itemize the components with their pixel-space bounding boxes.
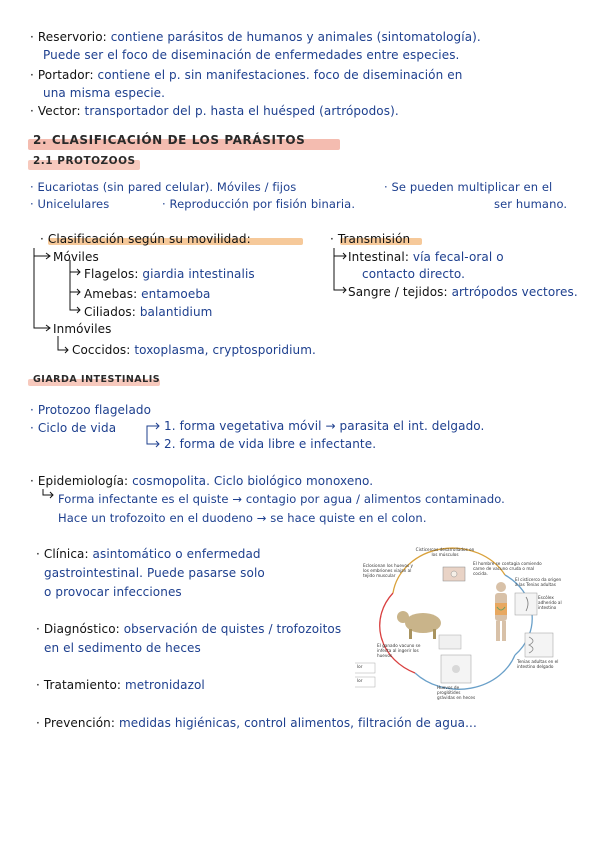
section-title: 2. CLASIFICACIÓN DE LOS PARÁSITOS [33, 133, 306, 147]
diag-line: · Diagnóstico: observación de quistes / trofozoitos [36, 622, 342, 636]
protozoos-line2c: ser humano. [494, 197, 568, 211]
flagelos-def: giardia intestinalis [142, 267, 255, 281]
life-cycle-diagram [355, 545, 570, 700]
diag-def: observación de quistes / trofozoitos [123, 622, 342, 636]
trat-line: · Tratamiento: metronidazol [36, 678, 205, 692]
giardia-title: GIARDA INTESTINALIS [33, 374, 161, 385]
protozoos-reproduccion: Reproducción por fisión binaria. [169, 197, 356, 211]
epi-line: · Epidemiología: cosmopolita. Ciclo biológico monoxeno. [30, 474, 374, 488]
prev-line: · Prevención: medidas higiénicas, control alimentos, filtración de agua... [36, 716, 477, 730]
cilios-term: Ciliados: [84, 305, 136, 319]
prev-def: medidas higiénicas, control alimentos, filtración de agua... [118, 716, 477, 730]
moviles-label: Móviles [53, 250, 99, 264]
diag-term: Diagnóstico: [43, 622, 120, 636]
cocc-def: toxoplasma, cryptosporidium. [134, 343, 316, 357]
portador-term: Portador: [37, 68, 94, 82]
reservorio-term: Reservorio: [37, 30, 107, 44]
reservorio-def-cont: Puede ser el foco de diseminación de enfermedades entre especies. [43, 48, 460, 62]
epi-a: Forma infectante es el quiste → contagio por agua / alimentos contaminado. [58, 492, 505, 506]
clinica-term: Clínica: [43, 547, 89, 561]
cilios-def: balantidium [139, 305, 213, 319]
amebas-line [84, 287, 211, 302]
ciclo-brace [143, 422, 165, 450]
sangre-term: Sangre / tejidos: [348, 285, 448, 299]
amebas-def: entamoeba [141, 287, 211, 301]
cap-left: Eclosionan los huevos y los embriones viajan al tejido muscular [363, 563, 413, 578]
cocc-term: Coccidos: [72, 343, 131, 357]
amebas-term: Amebas: [84, 287, 138, 301]
protozoos-line2b: · Reproducción por fisión binaria. [162, 197, 356, 211]
intestinal-def-cont: contacto directo. [362, 267, 466, 281]
vector-def: transportador del p. hasta el huésped (artrópodos). [84, 104, 399, 118]
cap-ganado: El ganado vacuno se infecta al ingerir los huevos [377, 643, 421, 658]
ciclo-2: 2. forma de vida libre e infectante. [164, 437, 377, 451]
epi-b: Hace un trofozoito en el duodeno → se hace quiste en el colon. [58, 511, 427, 525]
cocc-line [72, 343, 316, 358]
cap-top: Cisticercos desarrollados en los músculos [415, 547, 475, 557]
cap-escolex: Escólex adherido al intestino [538, 595, 562, 610]
vector-term: Vector: [37, 104, 81, 118]
cap-left-edge-2: lor [357, 678, 363, 683]
portador-def: contiene el p. sin manifestaciones. foco de diseminación en [97, 68, 463, 82]
clinica-line: · Clínica: asintomático o enfermedad [36, 547, 261, 561]
subsection-title: 2.1 PROTOZOOS [33, 155, 136, 167]
cilios-line [84, 305, 212, 320]
cap-tenias: Tenias adultas en el intestino delgado [517, 659, 559, 669]
protozoos-unicelulares: Unicelulares [37, 197, 110, 211]
cap-right1: El hombre se contagia comiendo carne de vacuno cruda o mal cocida. [473, 561, 542, 576]
flagelos-term: Flagelos: [84, 267, 139, 281]
inmoviles-label: Inmóviles [53, 322, 112, 336]
prev-term: Prevención: [43, 716, 116, 730]
clinica-def-2: gastrointestinal. Puede pasarse solo [44, 566, 265, 580]
intestinal-term: Intestinal: [348, 250, 409, 264]
epi-arrows [38, 487, 58, 517]
cap-right2: El cisticerco da origen a las Tenias adultas [515, 577, 562, 587]
trat-term: Tratamiento: [43, 678, 122, 692]
intestinal-def: vía fecal-oral o [412, 250, 504, 264]
protozoos-line1a: · Eucariotas (sin pared celular). Móviles / fijos [30, 180, 297, 194]
reservorio-line: · Reservorio: contiene parásitos de humanos y animales (sintomatología). [30, 30, 481, 44]
protozoos-multiplicar: Se pueden multiplicar en el [391, 180, 553, 194]
intestinal-line [348, 250, 504, 265]
epi-def: cosmopolita. Ciclo biológico monoxeno. [132, 474, 374, 488]
sangre-def: artrópodos vectores. [451, 285, 578, 299]
transmision-title: · Transmisión [330, 232, 411, 246]
vector-line: · Vector: transportador del p. hasta el huésped (artrópodos). [30, 104, 399, 118]
clinica-def: asintomático o enfermedad [92, 547, 261, 561]
movilidad-title-text: Clasificación según su movilidad: [47, 232, 251, 246]
movilidad-title: · Clasificación según su movilidad: [40, 232, 251, 246]
trat-def: metronidazol [124, 678, 205, 692]
protozoos-line1b: · Se pueden multiplicar en el [384, 180, 553, 194]
giardia-protozoo: Protozoo flagelado [37, 403, 152, 417]
ciclo-label: · Ciclo de vida [30, 421, 117, 435]
cap-huevos: Huevos de proglótides grávidas en heces [437, 685, 476, 700]
flagelos-line [84, 267, 255, 282]
epi-term: Epidemiología: [37, 474, 129, 488]
cap-left-edge-1: lor [357, 664, 363, 669]
portador-def-cont: una misma especie. [43, 86, 166, 100]
giardia-l1: · Protozoo flagelado [30, 403, 152, 417]
portador-line: · Portador: contiene el p. sin manifestaciones. foco de diseminación en [30, 68, 463, 82]
diag-def-2: en el sedimento de heces [44, 641, 201, 655]
clinica-def-3: o provocar infecciones [44, 585, 182, 599]
sangre-line [348, 285, 578, 300]
reservorio-def: contiene parásitos de humanos y animales (sintomatología). [110, 30, 481, 44]
ciclo-1: 1. forma vegetativa móvil → parasita el int. delgado. [164, 419, 485, 433]
ciclo-term: Ciclo de vida [37, 421, 117, 435]
protozoos-eucariotas: Eucariotas (sin pared celular). Móviles / fijos [37, 180, 297, 194]
protozoos-line2a: · Unicelulares [30, 197, 110, 211]
transmision-title-text: Transmisión [337, 232, 411, 246]
